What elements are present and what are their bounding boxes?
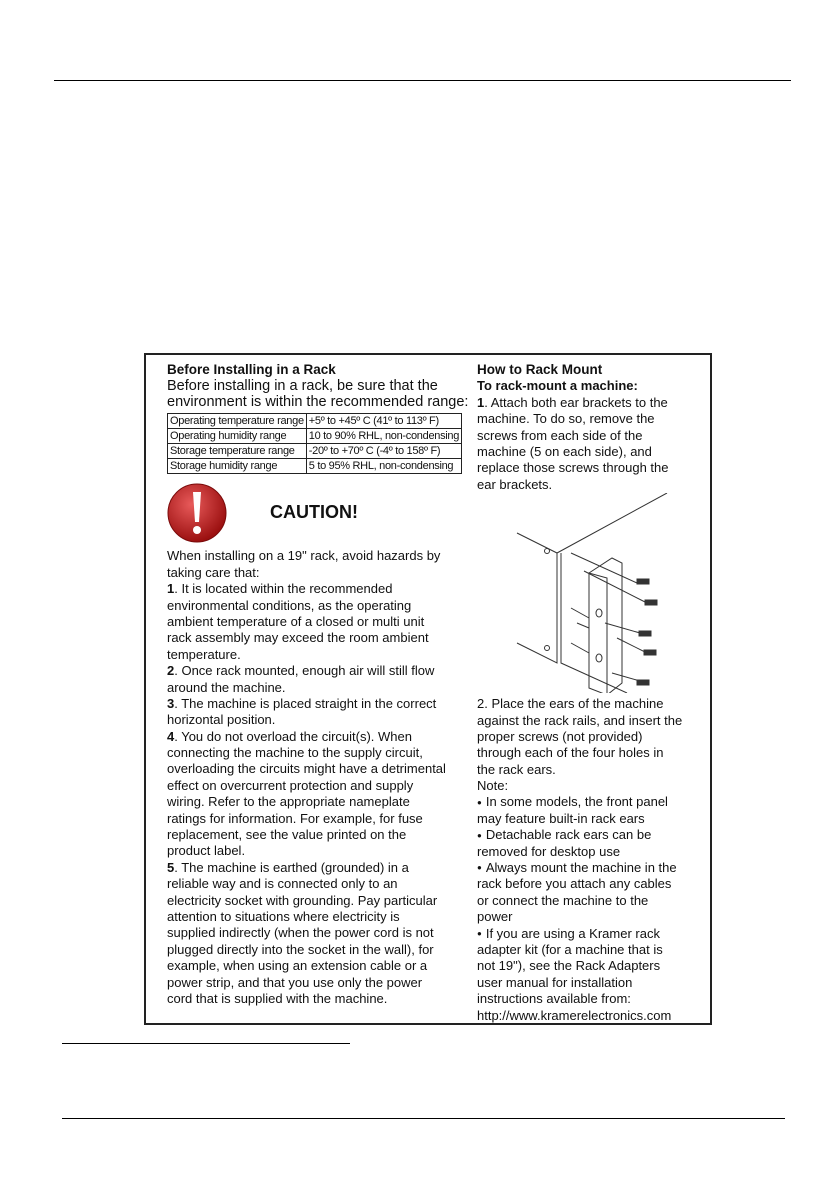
line-text: . The machine is earthed (grounded) in a: [174, 859, 409, 875]
line-text: around the machine.: [167, 679, 286, 695]
text-line: [477, 444, 707, 460]
table-row: [168, 429, 462, 444]
text-line: [477, 729, 707, 745]
text-line: [477, 926, 707, 942]
intro-line: environment is within the recommended range:: [167, 394, 469, 411]
text-line: [477, 460, 707, 476]
right-column: [477, 362, 707, 1024]
text-line: [167, 729, 467, 745]
item-number: 1: [167, 581, 175, 597]
text-line: [167, 958, 467, 974]
text-line: [477, 477, 707, 493]
text-line: [477, 428, 707, 444]
text-line: [477, 860, 707, 876]
text-line: [167, 565, 467, 581]
table-cell: Storage humidity range: [168, 459, 307, 474]
environment-table: [167, 413, 462, 474]
text-line: [167, 745, 467, 761]
line-text: ambient temperature of a closed or multi unit: [167, 613, 425, 629]
table-cell: Storage temperature range: [168, 444, 307, 459]
text-line: [167, 843, 467, 859]
line-text: or connect the machine to the: [477, 892, 649, 908]
text-line: [167, 663, 467, 679]
header-rule: [54, 80, 791, 81]
left-column: [167, 362, 467, 1007]
line-text: rack before you attach any cables: [477, 876, 672, 892]
text-line: [167, 647, 467, 663]
line-text: overloading the circuits might have a detrimental: [167, 761, 446, 777]
text-line: [167, 680, 467, 696]
table-row: [168, 444, 462, 459]
rack-ear-diagram: [507, 493, 727, 693]
line-text: effect on overcurrent protection and supply: [167, 777, 414, 793]
text-line: [167, 614, 467, 630]
item-number: 1: [477, 394, 485, 410]
line-text: Always mount the machine in the: [485, 860, 677, 876]
text-line: [477, 942, 707, 958]
text-line: [477, 411, 707, 427]
section-title: Before Installing in a Rack: [167, 362, 336, 377]
text-line: [167, 778, 467, 794]
line-text: http://www.kramerelectronics.com: [477, 1007, 672, 1023]
caution-heading: CAUTION!: [270, 502, 358, 523]
line-text: If you are using a Kramer rack: [485, 925, 660, 941]
item-number: 5: [167, 859, 175, 875]
text-line: [477, 778, 707, 794]
table-row: [168, 414, 462, 429]
text-line: [167, 548, 467, 564]
table-cell: Operating temperature range: [168, 414, 307, 429]
line-text: power strip, and that you use only the power: [167, 974, 423, 990]
line-text: electricity socket with grounding. Pay particular: [167, 892, 438, 908]
line-text: replace those screws through the: [477, 460, 669, 476]
line-text: through each of the four holes in: [477, 745, 664, 761]
line-text: plugged directly into the socket in the wall), for: [167, 941, 434, 957]
text-line: [477, 827, 707, 843]
line-text: proper screws (not provided): [477, 728, 643, 744]
text-line: [167, 876, 467, 892]
line-text: . It is located within the recommended: [174, 581, 393, 597]
line-text: product label.: [167, 843, 246, 859]
line-text: power: [477, 909, 513, 925]
line-text: connecting the machine to the supply circuit,: [167, 745, 423, 761]
line-text: In some models, the front panel: [485, 794, 668, 810]
text-line: [477, 975, 707, 991]
text-line: [167, 794, 467, 810]
line-text: against the rack rails, and insert the: [477, 712, 683, 728]
footnote-rule: [62, 1043, 350, 1044]
text-line: [167, 942, 467, 958]
rack-install-figure: [144, 353, 712, 1025]
text-line: [167, 712, 467, 728]
intro-line: Before installing in a rack, be sure that the: [167, 378, 438, 395]
line-text: . You do not overload the circuit(s). When: [174, 728, 412, 744]
caution-list: [167, 548, 467, 1007]
line-text: adapter kit (for a machine that is: [477, 941, 663, 957]
line-text: When installing on a 19" rack, avoid hazards by: [167, 548, 441, 564]
text-line: [477, 713, 707, 729]
text-line: [477, 1008, 707, 1024]
line-text: 2. Place the ears of the machine: [477, 696, 664, 712]
table-cell: -20º to +70º C (-4º to 158º F): [306, 444, 461, 459]
table-row: [168, 459, 462, 474]
text-line: [167, 696, 467, 712]
text-line: [167, 581, 467, 597]
step-2-and-notes: [477, 696, 707, 1024]
text-line: [477, 794, 707, 810]
text-line: [477, 395, 707, 411]
line-text: horizontal position.: [167, 712, 276, 728]
subtitle: To rack-mount a machine:: [477, 378, 638, 394]
line-text: removed for desktop use: [477, 843, 621, 859]
line-text: rack assembly may exceed the room ambient: [167, 630, 429, 646]
line-text: taking care that:: [167, 564, 260, 580]
line-text: may feature built-in rack ears: [477, 810, 645, 826]
table-cell: Operating humidity range: [168, 429, 307, 444]
line-text: Note:: [477, 778, 509, 794]
text-line: [167, 761, 467, 777]
text-line: [477, 909, 707, 925]
table-cell: +5º to +45º C (41º to 113º F): [306, 414, 461, 429]
text-line: [477, 762, 707, 778]
line-text: instructions available from:: [477, 991, 631, 1007]
text-line: [477, 876, 707, 892]
table-cell: 10 to 90% RHL, non-condensing: [306, 429, 461, 444]
step-1: [477, 395, 707, 493]
line-text: temperature.: [167, 646, 241, 662]
line-text: ratings for information. For example, for fuse: [167, 810, 423, 826]
item-number: 2: [167, 663, 175, 679]
line-text: environmental conditions, as the operating: [167, 597, 412, 613]
line-text: attention to situations where electricity is: [167, 908, 400, 924]
line-text: Detachable rack ears can be: [485, 827, 652, 843]
line-text: . Attach both ear brackets to the: [484, 394, 668, 410]
line-text: . The machine is placed straight in the correct: [174, 695, 437, 711]
line-text: . Once rack mounted, enough air will still flow: [174, 663, 435, 679]
line-text: ear brackets.: [477, 476, 553, 492]
text-line: [167, 860, 467, 876]
text-line: [477, 893, 707, 909]
line-text: the rack ears.: [477, 761, 556, 777]
text-line: [167, 991, 467, 1007]
item-number: 3: [167, 695, 175, 711]
line-text: supplied indirectly (when the power cord is not: [167, 925, 434, 941]
caution-exclamation-icon: [167, 482, 229, 544]
text-line: [167, 630, 467, 646]
text-line: [477, 745, 707, 761]
text-line: [167, 925, 467, 941]
text-line: [167, 811, 467, 827]
text-line: [167, 893, 467, 909]
footer-rule: [62, 1118, 785, 1119]
section-title: How to Rack Mount: [477, 362, 603, 377]
item-number: 4: [167, 728, 175, 744]
line-text: not 19"), see the Rack Adapters: [477, 958, 661, 974]
text-line: [167, 827, 467, 843]
line-text: reliable way and is connected only to an: [167, 876, 398, 892]
line-text: wiring. Refer to the appropriate nameplate: [167, 794, 410, 810]
table-cell: 5 to 95% RHL, non-condensing: [306, 459, 461, 474]
text-line: [477, 844, 707, 860]
line-text: machine (5 on each side), and: [477, 443, 652, 459]
line-text: user manual for installation: [477, 974, 633, 990]
text-line: [167, 598, 467, 614]
text-line: [477, 696, 707, 712]
text-line: [167, 909, 467, 925]
text-line: [167, 975, 467, 991]
line-text: replacement, see the value printed on the: [167, 827, 407, 843]
text-line: [477, 991, 707, 1007]
caution-block: [167, 482, 467, 546]
text-line: [477, 958, 707, 974]
line-text: machine. To do so, remove the: [477, 411, 655, 427]
line-text: cord that is supplied with the machine.: [167, 990, 388, 1006]
text-line: [477, 811, 707, 827]
line-text: screws from each side of the: [477, 427, 643, 443]
line-text: example, when using an extension cable or a: [167, 958, 428, 974]
